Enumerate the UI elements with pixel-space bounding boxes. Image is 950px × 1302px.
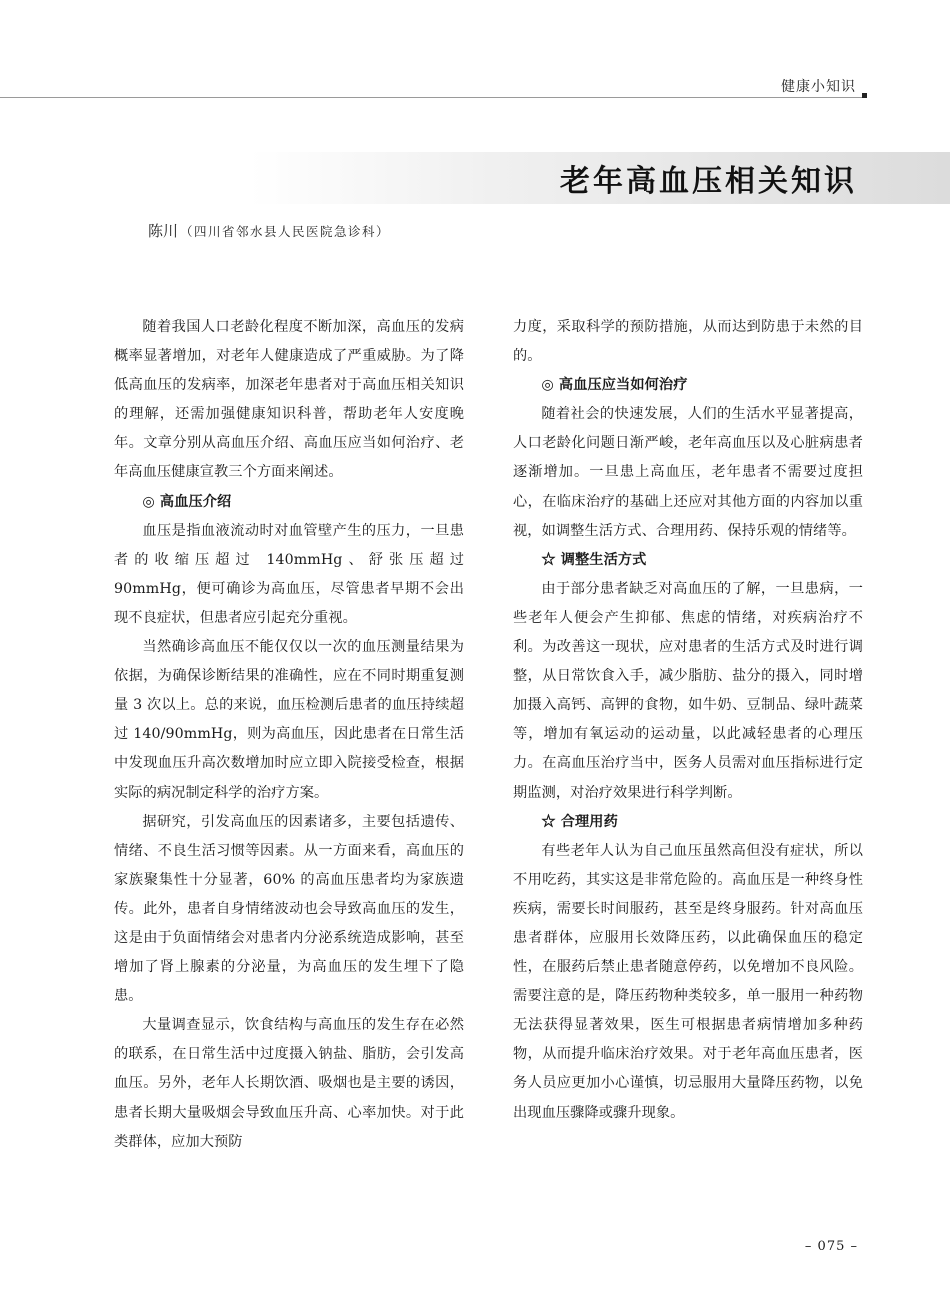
article-title: 老年高血压相关知识 xyxy=(560,164,857,199)
paragraph: 大量调查显示，饮食结构与高血压的发生存在必然的联系，在日常生活中过度摄入钠盐、脂肪，会引发高血压。另外，老年人长期饮酒、吸烟也是主要的诱因，患者长期大量吸烟会导致血压升高、心率加快。对于此类群体，应加大预防 xyxy=(114,1017,464,1150)
paragraph: 随着我国人口老龄化程度不断加深，高血压的发病概率显著增加，对老年人健康造成了严重威胁。为了降低高血压的发病率，加深老年患者对于高血压相关知识的理解，还需加强健康知识科普，帮助老年人安度晚年。文章分别从高血压介绍、高血压应当如何治疗、老年高血压健康宣教三个方面来阐述。 xyxy=(114,319,464,481)
section-label: 健康小知识 xyxy=(781,79,856,95)
right-column xyxy=(513,313,863,1128)
header-square-marker xyxy=(862,93,867,98)
author-affiliation: （四川省邻水县人民医院急诊科） xyxy=(180,224,391,239)
subsection-heading: ☆ 合理用药 xyxy=(541,813,618,830)
subsection-heading: ☆ 调整生活方式 xyxy=(541,551,647,568)
paragraph: 有些老年人认为自己血压虽然高但没有症状，所以不用吃药，其实这是非常危险的。高血压是一种终身性疾病，需要长时间服药，甚至是终身服药。针对高血压患者群体，应服用长效降压药，以此确保血压的稳定性，在服药后禁止患者随意停药，以免增加不良风险。需要注意的是，降压药物种类较多，单一服用一种药物无法获得显著效果，医生可根据患者病情增加多种药物，从而提升临床治疗效果。对于老年高血压患者，医务人员应更加小心谨慎，切忌服用大量降压药物，以免出现血压骤降或骤升现象。 xyxy=(513,842,863,1121)
paragraph: 随着社会的快速发展，人们的生活水平显著提高，人口老龄化问题日渐严峻，老年高血压以及心脏病患者逐渐增加。一旦患上高血压，老年患者不需要过度担心，在临床治疗的基础上还应对其他方面的内容加以重视，如调整生活方式、合理用药、保持乐观的情绪等。 xyxy=(513,406,863,539)
section-heading: ◎ 高血压介绍 xyxy=(142,493,232,510)
paragraph: 由于部分患者缺乏对高血压的了解，一旦患病，一些老年人便会产生抑郁、焦虑的情绪，对疾病治疗不利。为改善这一现状，应对患者的生活方式及时进行调整，从日常饮食入手，减少脂肪、盐分的摄入，同时增加摄入高钙、高钾的食物，如牛奶、豆制品、绿叶蔬菜等，增加有氧运动的运动量，以此减轻患者的心理压力。在高血压治疗当中，医务人员需对血压指标进行定期监测，对治疗效果进行科学判断。 xyxy=(513,580,863,801)
paragraph: 血压是指血液流动时对血管壁产生的压力，一旦患者的收缩压超过 140mmHg、舒张压超过 90mmHg，便可确诊为高血压，尽管患者早期不会出现不良症状，但患者应引起充分重视。 xyxy=(114,522,464,626)
paragraph: 据研究，引发高血压的因素诸多，主要包括遗传、情绪、不良生活习惯等因素。从一方面来看，高血压的家族聚集性十分显著，60% 的高血压患者均为家族遗传。此外，患者自身情绪波动也会导致高血压的发生，这是由于负面情绪会对患者内分泌系统造成影响，甚至增加了肾上腺素的分泌量，为高血压的发生埋下了隐患。 xyxy=(114,813,464,1005)
section-heading: ◎ 高血压应当如何治疗 xyxy=(541,377,688,394)
paragraph-continued: 力度，采取科学的预防措施，从而达到防患于未然的目的。 xyxy=(513,319,863,365)
paragraph: 当然确诊高血压不能仅仅以一次的血压测量结果为依据，为确保诊断结果的准确性，应在不同时期重复测量 3 次以上。总的来说，血压检测后患者的血压持续超过 140/90mmHg，则为高血压，因此患者在日常生活中发现血压升高次数增加时应立即入院接受检查，根据实际的病况制定科学的治疗方案。 xyxy=(114,639,464,801)
author-name: 陈川 xyxy=(148,222,179,240)
header-rule xyxy=(0,97,866,98)
page-number: – 075 – xyxy=(804,1239,858,1254)
left-column xyxy=(114,313,464,1157)
byline xyxy=(148,220,390,241)
